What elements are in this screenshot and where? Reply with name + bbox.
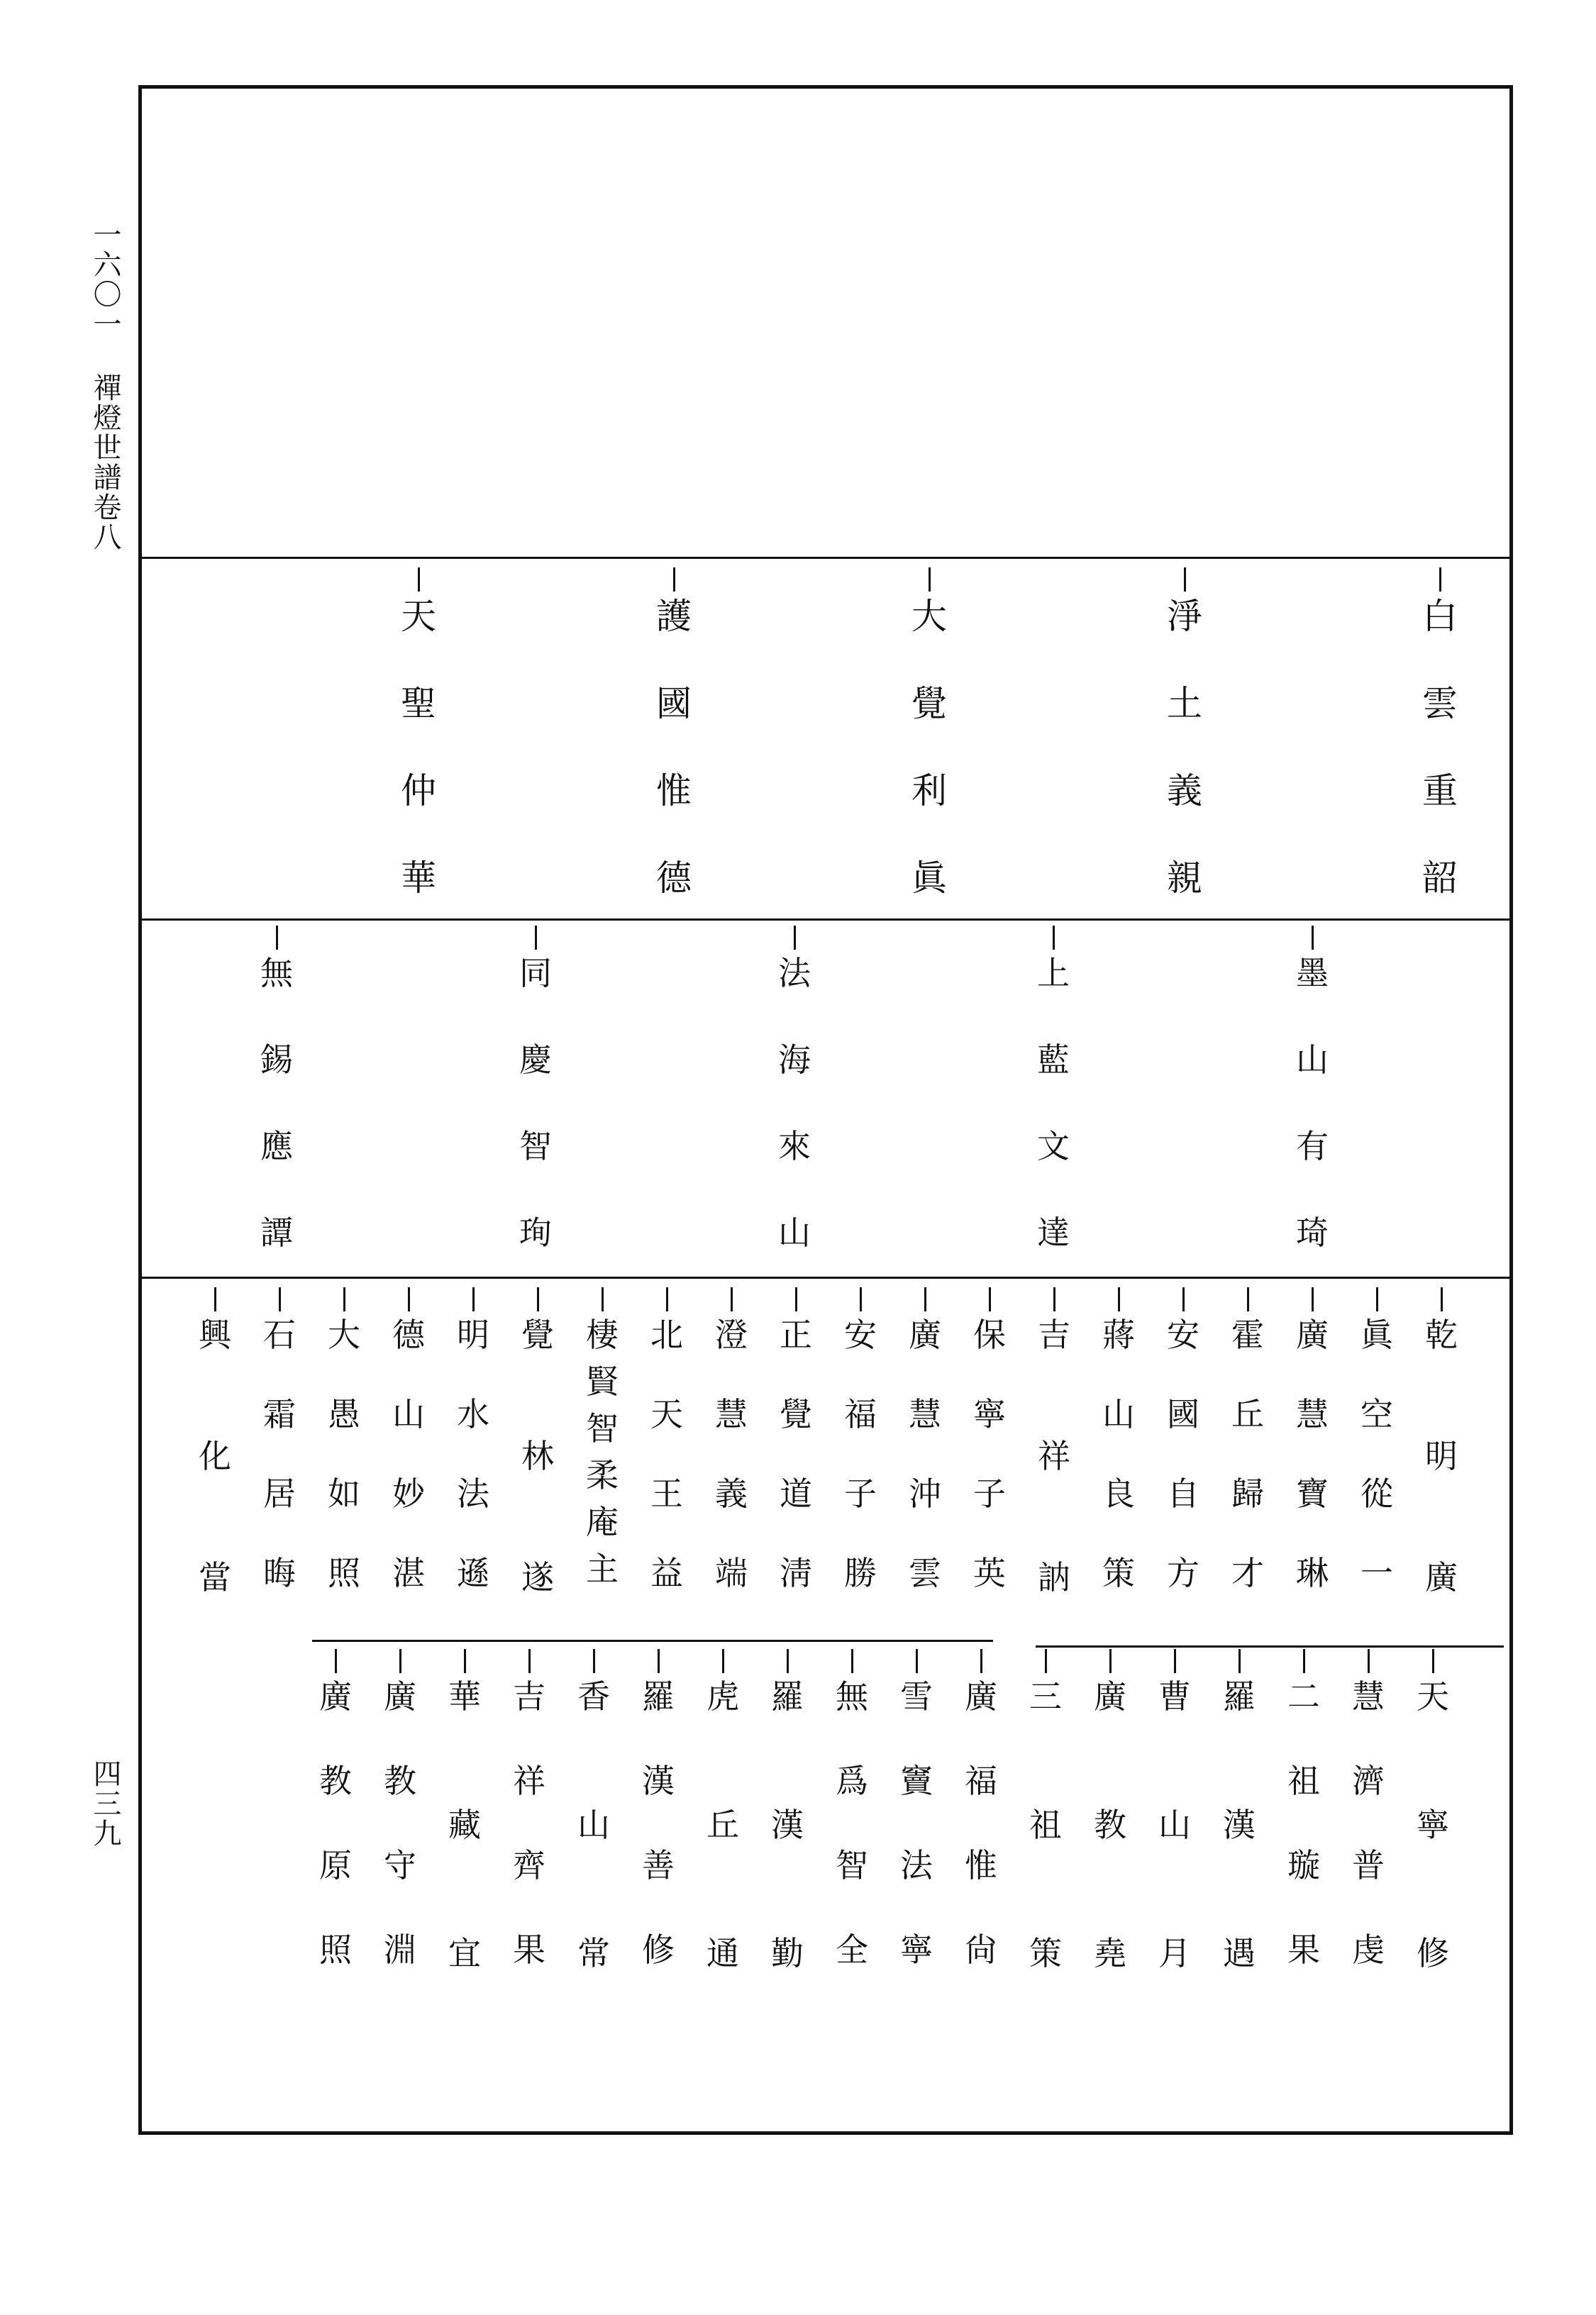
lineage-name: 天 寧 修 [1417, 1677, 1449, 1972]
lineage-name: 蔣 山 良 策 [1102, 1316, 1135, 1592]
lineage-entry-tian-ning [1412, 1649, 1454, 1970]
lineage-name: 慧 濟 普 虔 [1352, 1677, 1385, 1969]
lineage-entry-bei-tian [645, 1287, 688, 1592]
lineage-name: 廣 福 惟 尙 [965, 1677, 997, 1969]
lineage-name: 吉 祥 訥 [1038, 1316, 1070, 1597]
lineage-connector [1182, 1287, 1185, 1311]
lineage-connector [602, 1287, 604, 1311]
lineage-name: 同 慶 智 珣 [519, 954, 552, 1252]
lineage-connector [1053, 1287, 1055, 1311]
lineage-name: 廣 慧 寶 琳 [1296, 1316, 1329, 1592]
lineage-entry-xue-dou [895, 1649, 938, 1969]
lineage-name: 無 爲 智 全 [836, 1677, 868, 1969]
lineage-entry-luo-han-2 [766, 1649, 809, 1970]
lineage-entry-de-shan [387, 1287, 430, 1592]
lineage-connector [1247, 1287, 1249, 1311]
lineage-entry-huo-qiu [1226, 1287, 1269, 1592]
lineage-name: 墨 山 有 琦 [1296, 954, 1329, 1252]
lineage-name: 霍 丘 歸 才 [1231, 1316, 1264, 1592]
lineage-entry-ming-shui [452, 1287, 494, 1592]
lineage-connector [464, 1649, 466, 1673]
lineage-entry-shi-shuang [258, 1287, 301, 1592]
lineage-connector [537, 1287, 539, 1311]
lineage-connector [666, 1287, 668, 1311]
lineage-name: 安 國 自 方 [1167, 1316, 1199, 1592]
lineage-name: 羅 漢 遇 [1223, 1677, 1256, 1972]
lineage-connector [1312, 1287, 1314, 1311]
lineage-name: 香 山 常 [577, 1677, 610, 1972]
lineage-name: 大 愚 如 照 [328, 1316, 360, 1592]
lineage-entry-hua-zang [443, 1649, 486, 1970]
lineage-entry-an-fu [839, 1287, 882, 1592]
lineage-entry-luo-han-3 [637, 1649, 680, 1969]
lineage-connector [214, 1287, 216, 1311]
lineage-name: 淨 土 義 親 [1167, 596, 1202, 899]
lineage-entry-qi-xian [581, 1287, 624, 1588]
bracket-line-right [1036, 1645, 1504, 1648]
lineage-entry-san-zu [1024, 1649, 1067, 1970]
lineage-entry-guang-fu [960, 1649, 1002, 1969]
lineage-connector [722, 1649, 724, 1673]
lineage-name: 華 藏 宜 [448, 1677, 481, 1972]
lineage-name: 覺 林 遂 [521, 1316, 554, 1597]
divider-1 [142, 557, 1509, 559]
lineage-connector [916, 1649, 918, 1673]
lineage-connector [1368, 1649, 1370, 1673]
lineage-name: 乾 明 廣 [1425, 1316, 1458, 1597]
lineage-entry-ji-xiang-2 [508, 1649, 550, 1969]
lineage-entry-da-yu [323, 1287, 365, 1592]
lineage-entry-fa-hai [773, 926, 816, 1252]
lineage-connector [1376, 1287, 1378, 1311]
lineage-connector [399, 1649, 401, 1673]
lineage-entry-guang-jiao-2 [379, 1649, 421, 1969]
lineage-connector [528, 1649, 531, 1673]
lineage-name: 雪 竇 法 寧 [900, 1677, 933, 1969]
lineage-connector [658, 1649, 660, 1673]
lineage-entry-qian-ming [1420, 1287, 1463, 1597]
lineage-connector [343, 1287, 345, 1311]
lineage-name: 大 覺 利 眞 [911, 596, 947, 899]
lineage-connector [860, 1287, 862, 1311]
lineage-entry-er-zu [1282, 1649, 1325, 1969]
side-header: 一六〇一 禪燈世譜卷八 [89, 220, 121, 552]
lineage-entry-cheng-hui [710, 1287, 753, 1592]
lineage-connector [1045, 1649, 1047, 1673]
lineage-name: 廣 教 堯 [1094, 1677, 1126, 1972]
lineage-connector [787, 1649, 789, 1673]
lineage-connector [731, 1287, 733, 1311]
lineage-name: 興 化 當 [199, 1316, 231, 1597]
lineage-connector [929, 567, 931, 592]
lineage-name: 北 天 王 益 [650, 1316, 683, 1592]
lineage-name: 三 祖 策 [1029, 1677, 1062, 1972]
lineage-name: 保 寧 子 英 [973, 1316, 1006, 1592]
lineage-name: 無 錫 應 譚 [260, 954, 293, 1252]
lineage-connector [279, 1287, 281, 1311]
lineage-name: 安 福 子 勝 [844, 1316, 877, 1592]
lineage-name: 德 山 妙 湛 [392, 1316, 425, 1592]
lineage-connector [276, 926, 278, 950]
lineage-entry-an-guo [1162, 1287, 1204, 1592]
divider-3 [142, 1277, 1509, 1279]
lineage-connector [1312, 926, 1314, 950]
lineage-name: 棲 賢 智 柔 庵 主 [586, 1316, 619, 1588]
lineage-connector [1053, 926, 1055, 950]
lineage-connector [1174, 1649, 1176, 1673]
lineage-entry-jiang-shan [1097, 1287, 1140, 1592]
lineage-entry-hui-ji [1347, 1649, 1390, 1969]
lineage-name: 羅 漢 勤 [771, 1677, 804, 1972]
lineage-connector [535, 926, 537, 950]
lineage-entry-bao-ning [968, 1287, 1011, 1592]
lineage-connector [1238, 1649, 1241, 1673]
bracket-line-left [312, 1640, 993, 1642]
lineage-connector [1303, 1649, 1305, 1673]
lineage-connector [593, 1649, 595, 1673]
lineage-name: 廣 慧 沖 雲 [909, 1316, 941, 1592]
lineage-entry-wu-xi [255, 926, 298, 1252]
lineage-name: 曹 山 月 [1158, 1677, 1191, 1972]
lineage-name: 羅 漢 善 修 [642, 1677, 675, 1969]
lineage-name: 白 雲 重 韶 [1422, 596, 1458, 899]
lineage-name: 法 海 來 山 [778, 954, 811, 1252]
lineage-entry-hu-qiu [702, 1649, 744, 1970]
lineage-connector [673, 567, 675, 592]
lineage-entry-jing-tu [1163, 567, 1206, 899]
lineage-entry-tong-qing [514, 926, 557, 1252]
lineage-connector [1109, 1649, 1112, 1673]
lineage-name: 正 覺 道 淸 [780, 1316, 812, 1592]
lineage-connector [408, 1287, 410, 1311]
lineage-entry-wu-wei [831, 1649, 873, 1969]
lineage-name: 虎 丘 通 [706, 1677, 739, 1972]
lineage-connector [794, 926, 796, 950]
lineage-name: 天 聖 仲 華 [401, 596, 436, 899]
lineage-connector [418, 567, 420, 592]
lineage-name: 廣 教 守 淵 [384, 1677, 416, 1969]
lineage-name: 廣 教 原 照 [319, 1677, 352, 1969]
lineage-entry-luo-han [1218, 1649, 1260, 1970]
lineage-name: 上 藍 文 達 [1037, 954, 1070, 1252]
lineage-entry-shang-lan [1032, 926, 1075, 1252]
lineage-connector [1432, 1649, 1434, 1673]
lineage-connector [795, 1287, 797, 1311]
lineage-name: 眞 空 從 一 [1361, 1316, 1393, 1592]
lineage-name: 石 霜 居 晦 [263, 1316, 296, 1592]
lineage-entry-tian-sheng [397, 567, 440, 899]
lineage-entry-guang-jiao [1089, 1649, 1131, 1970]
lineage-connector [1439, 567, 1441, 592]
divider-2 [142, 918, 1509, 921]
lineage-entry-xiang-shan [572, 1649, 615, 1970]
lineage-entry-guang-hui [1291, 1287, 1334, 1592]
lineage-connector [335, 1649, 337, 1673]
lineage-entry-bai-yun [1419, 567, 1461, 899]
lineage-connector [924, 1287, 926, 1311]
lineage-entry-ji-xiang [1033, 1287, 1075, 1597]
lineage-entry-cao-shan [1153, 1649, 1196, 1970]
lineage-entry-guang-jiao-3 [314, 1649, 357, 1969]
lineage-connector [980, 1649, 982, 1673]
lineage-connector [851, 1649, 853, 1673]
lineage-entry-da-jue [908, 567, 951, 899]
lineage-entry-zhen-kong [1356, 1287, 1398, 1592]
lineage-connector [1118, 1287, 1120, 1311]
lineage-connector [1184, 567, 1186, 592]
lineage-name: 護 國 惟 德 [656, 596, 692, 899]
lineage-entry-guang-hui-2 [904, 1287, 946, 1592]
side-page-number: 四三九 [89, 1759, 121, 1848]
lineage-name: 澄 慧 義 端 [715, 1316, 748, 1592]
lineage-name: 明 水 法 遜 [457, 1316, 489, 1592]
lineage-entry-hu-guo [653, 567, 695, 899]
lineage-entry-xing-hua [194, 1287, 236, 1597]
lineage-connector [472, 1287, 475, 1311]
lineage-connector [1441, 1287, 1443, 1311]
lineage-entry-jue-lin [516, 1287, 559, 1597]
lineage-entry-zheng-jue [775, 1287, 817, 1592]
lineage-name: 吉 祥 齊 果 [513, 1677, 545, 1969]
lineage-name: 二 祖 璇 果 [1287, 1677, 1320, 1969]
lineage-connector [989, 1287, 991, 1311]
lineage-entry-mo-shan [1291, 926, 1334, 1252]
